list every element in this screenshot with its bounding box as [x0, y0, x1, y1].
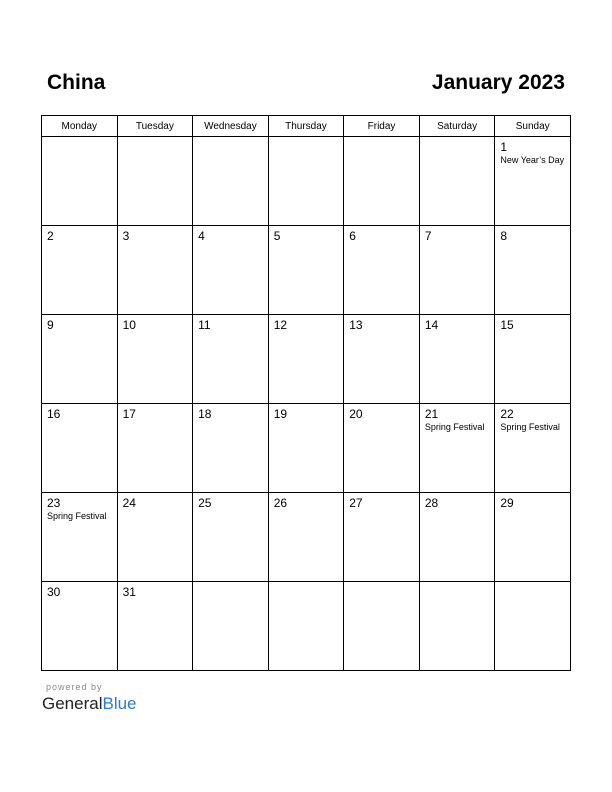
day-cell: [419, 404, 495, 493]
day-cell: [419, 315, 495, 404]
day-cell: [117, 493, 193, 582]
day-number: 17: [122, 407, 136, 421]
day-cell: [193, 315, 269, 404]
holiday-label: Spring Festival: [500, 422, 560, 432]
day-number: 5: [273, 229, 281, 243]
day-cell: [42, 315, 118, 404]
day-cell: [344, 582, 420, 671]
day-number: 10: [122, 318, 136, 332]
day-number: 29: [500, 496, 514, 510]
day-cell: [268, 226, 344, 315]
weekday-header: Monday: [42, 116, 118, 137]
day-number: 16: [47, 407, 61, 421]
day-cell: [117, 137, 193, 226]
day-number: 4: [198, 229, 205, 243]
day-cell: [495, 137, 571, 226]
day-number: 27: [349, 496, 363, 510]
day-number: 20: [349, 407, 363, 421]
day-cell: [268, 493, 344, 582]
day-cell: [117, 404, 193, 493]
day-number: 7: [424, 229, 432, 243]
day-number: 28: [424, 496, 439, 510]
day-cell: [193, 137, 269, 226]
holiday-label: Spring Festival: [47, 511, 107, 521]
day-cell: [193, 404, 269, 493]
day-number: [42, 137, 117, 140]
day-number: [269, 582, 344, 585]
day-cell: [419, 493, 495, 582]
day-cell: [344, 137, 420, 226]
day-number: [344, 582, 419, 585]
day-number: 22: [500, 407, 514, 421]
day-cell: [495, 226, 571, 315]
day-cell: [495, 404, 571, 493]
day-number: 18: [198, 407, 212, 421]
day-cell: [193, 493, 269, 582]
day-cell: [268, 315, 344, 404]
holiday-label: Spring Festival: [424, 422, 485, 432]
day-number: 9: [47, 318, 54, 332]
day-cell: [419, 226, 495, 315]
day-number: 15: [500, 318, 514, 332]
day-number: [269, 137, 344, 140]
week-row: [42, 582, 571, 671]
weekday-header: Wednesday: [193, 116, 269, 137]
logo-general-text: General: [42, 694, 103, 713]
day-cell: [193, 582, 269, 671]
day-number: 12: [273, 318, 288, 332]
weekday-header: Thursday: [268, 116, 344, 137]
generalblue-logo[interactable]: [42, 694, 137, 714]
day-number: [193, 582, 268, 585]
day-number: [118, 137, 193, 140]
day-cell: [344, 404, 420, 493]
day-number: 21: [424, 407, 439, 421]
day-number: [344, 137, 419, 140]
day-cell: [42, 137, 118, 226]
day-cell: [42, 226, 118, 315]
day-cell: [42, 493, 118, 582]
week-row: [42, 493, 571, 582]
day-number: 14: [424, 318, 439, 332]
day-number: 1: [500, 140, 508, 154]
day-number: 19: [273, 407, 288, 421]
day-number: 2: [47, 229, 54, 243]
logo-blue-text: Blue: [102, 694, 137, 713]
weekday-header: Saturday: [419, 116, 495, 137]
day-number: 6: [349, 229, 356, 243]
day-number: 23: [47, 496, 61, 510]
day-number: 26: [273, 496, 288, 510]
day-number: 31: [122, 585, 136, 599]
day-cell: [344, 493, 420, 582]
day-cell: [268, 582, 344, 671]
day-number: 30: [47, 585, 61, 599]
weekday-header: Sunday: [495, 116, 571, 137]
day-cell: [117, 226, 193, 315]
day-cell: [495, 315, 571, 404]
day-number: 25: [198, 496, 212, 510]
day-number: 13: [349, 318, 363, 332]
day-cell: [344, 315, 420, 404]
holiday-label: New Year’s Day: [500, 155, 565, 165]
day-cell: [42, 582, 118, 671]
day-cell: [495, 493, 571, 582]
day-cell: [419, 137, 495, 226]
weekday-header: Tuesday: [117, 116, 193, 137]
country-title: China: [47, 71, 106, 94]
day-cell: [193, 226, 269, 315]
day-cell: [344, 226, 420, 315]
powered-by-text: powered by: [46, 682, 103, 692]
week-row: [42, 226, 571, 315]
day-cell: [117, 315, 193, 404]
day-number: 11: [198, 318, 211, 332]
day-number: [420, 582, 495, 585]
calendar-grid: [41, 115, 571, 671]
month-year-title: January 2023: [431, 71, 565, 94]
week-row: [42, 404, 571, 493]
day-cell: [268, 404, 344, 493]
day-number: 8: [500, 229, 508, 243]
day-number: 3: [122, 229, 130, 243]
week-row: [42, 315, 571, 404]
day-cell: [419, 582, 495, 671]
day-number: [495, 582, 570, 585]
day-cell: [117, 582, 193, 671]
weekday-header-row: [42, 116, 571, 137]
weekday-header: Friday: [344, 116, 420, 137]
day-cell: [42, 404, 118, 493]
day-cell: [495, 582, 571, 671]
day-number: 24: [122, 496, 136, 510]
week-row: [42, 137, 571, 226]
day-number: [420, 137, 495, 140]
day-cell: [268, 137, 344, 226]
day-number: [193, 137, 268, 140]
